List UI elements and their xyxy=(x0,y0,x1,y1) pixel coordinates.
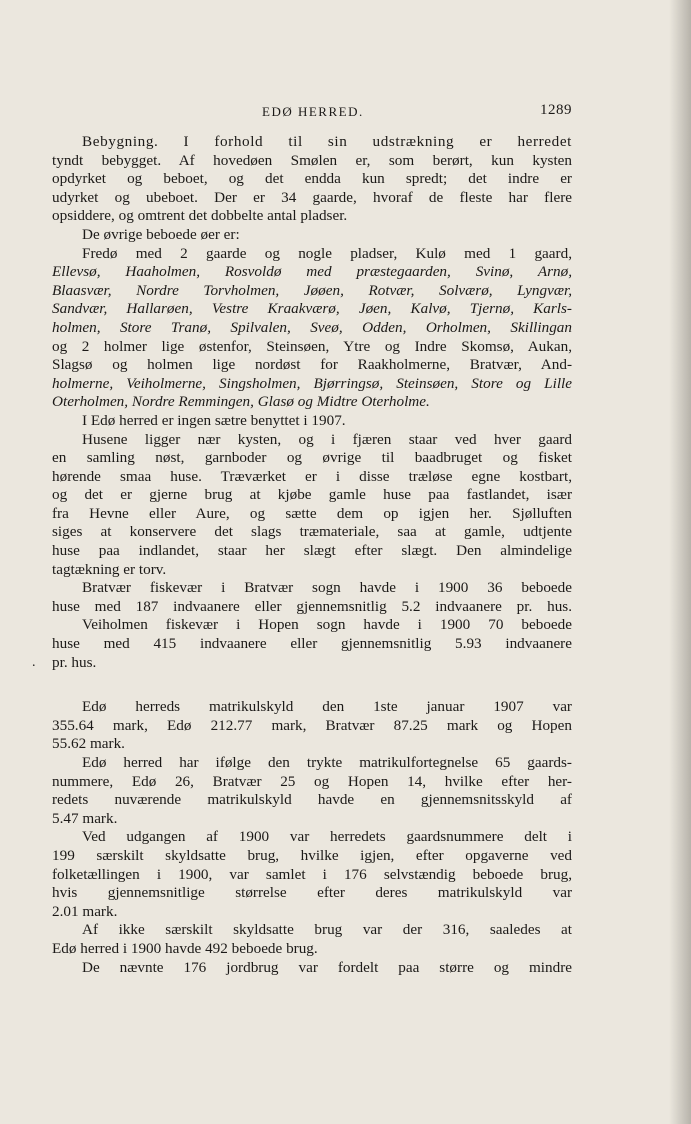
section-gap xyxy=(52,672,572,698)
text-line: opsiddere, og omtrent det dobbelte antal pladser. xyxy=(52,207,348,225)
text-line: siges at konservere det slags træmateriale, saa at gamle, udtjente xyxy=(52,523,572,541)
text-line: Edø herreds matrikulskyld den 1ste januar 1907 var xyxy=(82,698,572,716)
text-line: tagtækning er torv. xyxy=(52,560,167,578)
text-line: Af ikke særskilt skyldsatte brug var der 316, saaledes at xyxy=(82,921,572,939)
paragraph-brug xyxy=(52,828,572,921)
text-line: Blaasvær, Nordre Torvholmen, Jøøen, Rotvær, Solværø, Lyngvær, xyxy=(52,281,572,299)
text-line: nummere, Edø 26, Bratvær 25 og Hopen 14, hvilke efter her- xyxy=(52,772,572,790)
text-line: 55.62 mark. xyxy=(52,735,125,753)
body-text xyxy=(52,133,572,977)
text-line: Edø herred har ifølge den trykte matrikulfortegnelse 65 gaards- xyxy=(82,754,572,771)
text-line: huse paa indlandet, staar her slægt efter slægt. Den almindelige xyxy=(52,542,572,560)
text-line: Sandvær, Hallarøen, Vestre Kraakværø, Jøen, Kalvø, Tjernø, Karls- xyxy=(52,300,572,318)
paragraph-veiholmen xyxy=(52,616,572,672)
text-line: 355.64 mark, Edø 212.77 mark, Bratvær 87.25 mark og Hopen xyxy=(52,716,572,734)
text-line: 2.01 mark. xyxy=(52,902,118,920)
paragraph-ikke-skyldsatte xyxy=(52,921,572,958)
text-line: holmerne, Veiholmerne, Singsholmen, Bjørringsø, Steinsøen, Store og Lille xyxy=(52,374,572,392)
text-line: og 2 holmer lige østenfor, Steinsøen, Ytre og Indre Skomsø, Aukan, xyxy=(52,337,572,355)
paragraph-gaardsnummere xyxy=(52,754,572,828)
text-line: redets nuværende matrikulskyld havde en gjennemsnitsskyld af xyxy=(52,791,572,809)
page-number: 1289 xyxy=(540,102,572,118)
text-line: 199 særskilt skyldsatte brug, hvilke igjen, efter opgaverne ved xyxy=(52,846,572,864)
paragraph-saetre xyxy=(52,412,572,431)
text-line: hvis gjennemsnitlige størrelse efter deres matrikulskyld var xyxy=(52,884,572,902)
text-line: og det er gjerne brug at kjøbe gamle huse paa fastlandet, især xyxy=(52,486,572,504)
text-line: Fredø med 2 gaarde og nogle pladser, Kulø med 1 gaard, xyxy=(82,244,572,262)
running-title: EDØ HERRED. xyxy=(262,104,364,119)
text-line: Bebygning. I forhold til sin udstrækning er herredet xyxy=(82,133,572,150)
text-line: en samling nøst, garnboder og øvrige til baadbruget og fisket xyxy=(52,449,572,467)
paragraph-bebygning xyxy=(52,133,572,226)
page-edge-shadow xyxy=(669,0,691,1124)
text-line: tyndt bebygget. Af hovedøen Smølen er, som berørt, kun kysten xyxy=(52,151,572,169)
text-line: udyrket og ubeboet. Der er 34 gaarde, hvoraf de fleste har flere xyxy=(52,188,572,206)
text-line: huse med 415 indvaanere eller gjennemsnitlig 5.93 indvaanere xyxy=(52,635,572,653)
text-line: De øvrige beboede øer er: xyxy=(82,225,240,243)
text-line: huse med 187 indvaanere eller gjennemsnitlig 5.2 indvaanere pr. hus. xyxy=(52,597,572,615)
text-line: Husene ligger nær kysten, og i fjæren staar ved hver gaard xyxy=(82,430,572,448)
paragraph-matrikulskyld xyxy=(52,698,572,754)
text-line: folketællingen i 1900, var samlet i 176 selvstændig beboede brug, xyxy=(52,865,572,883)
paragraph-islands-list xyxy=(52,245,572,412)
text-line: pr. hus. xyxy=(52,653,97,671)
page-header xyxy=(52,104,572,124)
text-line: opdyrket og beboet, og det endda kun spredt; det indre er xyxy=(52,170,572,188)
paragraph-bratvaer xyxy=(52,579,572,616)
paragraph-islands-intro xyxy=(52,226,572,245)
text-line: Oterholmen, Nordre Remmingen, Glasø og Midtre Oterholme. xyxy=(52,393,430,411)
text-line: Slagsø og holmen lige nordøst for Raakholmerne, Bratvær, And- xyxy=(52,356,572,374)
text-line: Edø herred i 1900 havde 492 beboede brug. xyxy=(52,939,318,957)
paragraph-husene xyxy=(52,431,572,580)
text-line: I Edø herred er ingen sætre benyttet i 1907. xyxy=(82,411,346,429)
text-line: Ved udgangen af 1900 var herredets gaardsnummere delt i xyxy=(82,828,572,846)
text-line: Veiholmen fiskevær i Hopen sogn havde i 1900 70 beboede xyxy=(82,616,572,634)
paragraph-jordbrug xyxy=(52,959,572,978)
margin-mark: . xyxy=(32,655,36,670)
text-line: fra Hevne eller Aure, og sætte dem op igjen her. Sjølluften xyxy=(52,504,572,522)
text-line: Bratvær fiskevær i Bratvær sogn havde i 1900 36 beboede xyxy=(82,579,572,597)
text-line: De nævnte 176 jordbrug var fordelt paa større og mindre xyxy=(82,958,572,976)
text-line: Ellevsø, Haaholmen, Rosvoldø med præstegaarden, Svinø, Arnø, xyxy=(52,263,572,281)
text-line: 5.47 mark. xyxy=(52,809,118,827)
text-line: holmen, Store Tranø, Spilvalen, Sveø, Odden, Orholmen, Skillingan xyxy=(52,318,572,336)
text-line: hørende smaa huse. Træværket er i disse træløse egne kostbart, xyxy=(52,467,572,485)
